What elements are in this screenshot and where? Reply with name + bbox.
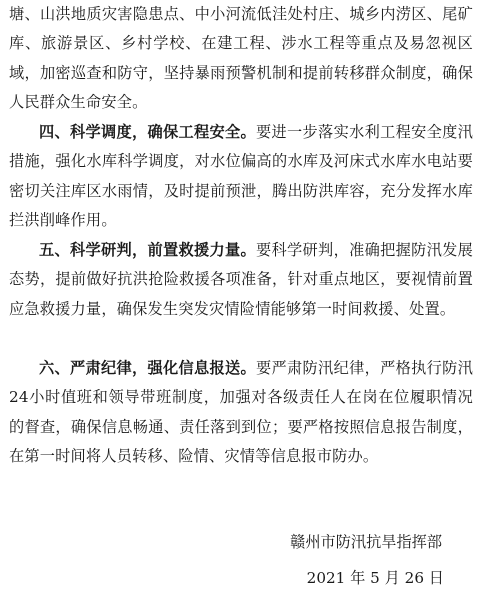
issuer-signature: 赣州市防汛抗旱指挥部 (290, 533, 442, 551)
paragraph-text: 要严肃防汛纪律，严格执行防汛24小时值班和领导带班制度，加强对各级责任人在岗在位履职情况的督查，确保信息畅通、责任落到到位；要严格按照信息报告制度，在第一时间将人员转移、险情、灾情等信息报市防办。 (9, 359, 473, 466)
paragraph-section-5 (9, 236, 473, 324)
section-heading: 六、严肃纪律，强化信息报送。 (39, 359, 257, 377)
issue-date: 2021 年 5 月 26 日 (306, 569, 444, 587)
paragraph-text: 要进一步落实水利工程安全度汛措施，强化水库科学调度，对水位偏高的水库及河床式水库水电站要密切关注库区水雨情，及时提前预泄，腾出防洪库容，充分发挥水库拦洪削峰作用。 (9, 123, 473, 230)
paragraph-text: 塘、山洪地质灾害隐患点、中小河流低洼处村庄、城乡内涝区、尾矿库、旅游景区、乡村学校、在建工程、涉水工程等重点及易忽视区域，加密巡查和防守，坚持暴雨预警机制和提前转移群众制度，确保人民群众生命安全。 (9, 5, 473, 112)
paragraph-continuation (9, 0, 473, 118)
paragraph-section-4 (9, 118, 473, 236)
section-heading: 五、科学研判，前置救援力量。 (39, 241, 257, 259)
section-heading: 四、科学调度，确保工程安全。 (39, 123, 257, 141)
paragraph-section-6 (9, 354, 473, 472)
paragraph-text: 要科学研判，准确把握防汛发展态势，提前做好抗洪抢险救援各项准备，针对重点地区，要视情前置应急救援力量，确保发生突发灾情险情能够第一时间救援、处置。 (9, 241, 473, 318)
